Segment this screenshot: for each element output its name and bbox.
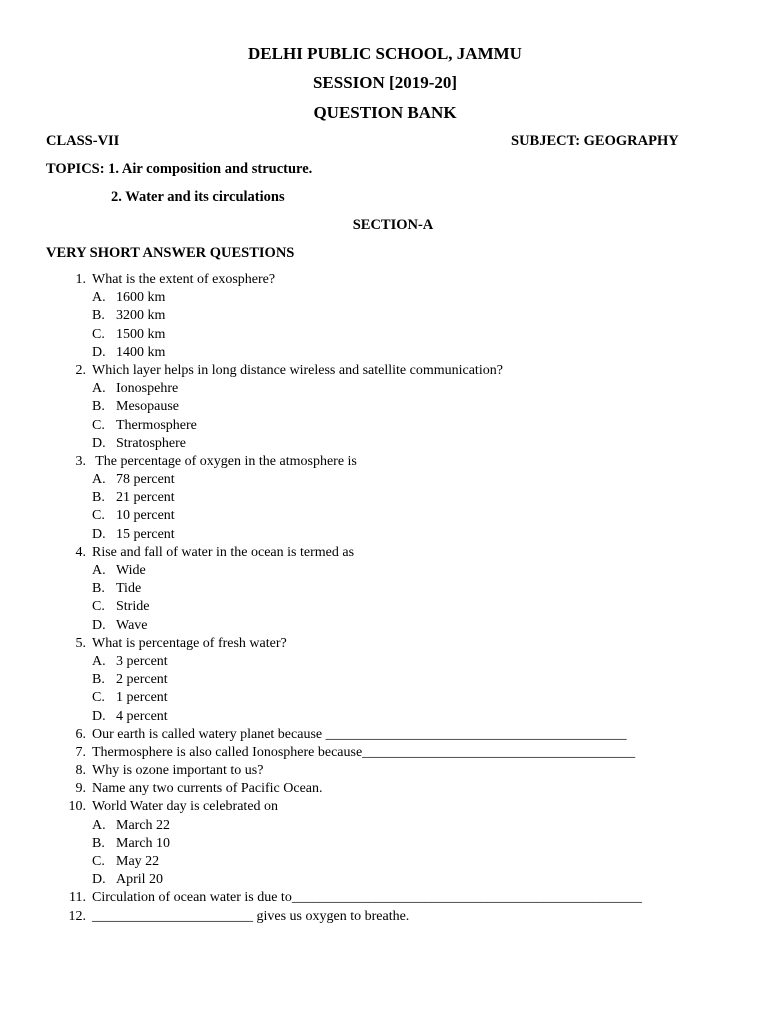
question-item xyxy=(46,635,736,653)
section-heading: SECTION-A xyxy=(352,217,434,233)
question-item xyxy=(46,798,736,816)
question-number: 6. xyxy=(75,726,86,742)
option-letter: D. xyxy=(92,872,106,888)
question-number: 11. xyxy=(69,890,86,906)
question-number: 4. xyxy=(75,544,86,560)
option-text: Stratosphere xyxy=(116,435,186,451)
answer-option xyxy=(46,689,736,707)
option-letter: C. xyxy=(92,508,105,524)
option-letter: A. xyxy=(92,653,106,669)
option-letter: A. xyxy=(92,563,106,578)
question-text: Rise and fall of water in the ocean is termed as xyxy=(92,544,355,560)
answer-option xyxy=(46,307,736,325)
question-item xyxy=(46,762,736,780)
answer-option xyxy=(46,835,736,853)
question-number: 8. xyxy=(75,763,86,779)
answer-option xyxy=(46,489,736,507)
question-item xyxy=(46,726,736,744)
answer-option xyxy=(46,853,736,871)
topic-1: TOPICS: 1. Air composition and structure. xyxy=(46,161,313,177)
question-number: 7. xyxy=(75,744,86,760)
option-letter: C. xyxy=(92,854,105,869)
answer-option xyxy=(46,417,736,435)
answer-option xyxy=(46,871,736,889)
question-item xyxy=(46,362,736,380)
option-text: 1500 km xyxy=(116,326,166,342)
option-text: Thermosphere xyxy=(116,417,197,433)
question-text: World Water day is celebrated on xyxy=(92,799,279,815)
option-letter: C. xyxy=(92,690,105,706)
option-letter: B. xyxy=(92,672,105,688)
option-text: 1 percent xyxy=(116,690,168,706)
subject-label: SUBJECT: GEOGRAPHY xyxy=(511,133,679,149)
answer-option xyxy=(46,653,736,671)
document-title: QUESTION BANK xyxy=(313,103,457,122)
option-letter: A. xyxy=(92,381,106,397)
class-label: CLASS-VII xyxy=(46,133,120,149)
question-number: 3. xyxy=(75,453,86,469)
question-text: Circulation of ocean water is due to__________________________________________________ xyxy=(92,890,642,906)
question-number: 1. xyxy=(75,272,86,287)
answer-option xyxy=(46,398,736,416)
option-text: Stride xyxy=(116,599,150,615)
answer-option xyxy=(46,289,736,307)
question-number: 2. xyxy=(75,362,86,378)
option-text: 1600 km xyxy=(116,290,166,306)
option-letter: B. xyxy=(92,399,105,415)
option-text: 15 percent xyxy=(116,526,175,542)
question-text: What is percentage of fresh water? xyxy=(92,635,287,651)
question-type-heading: VERY SHORT ANSWER QUESTIONS xyxy=(46,245,295,261)
answer-option xyxy=(46,326,736,344)
option-text: Wave xyxy=(116,617,148,633)
question-text: The percentage of oxygen in the atmosphere is xyxy=(92,453,357,469)
option-letter: D. xyxy=(92,617,106,633)
option-text: Wide xyxy=(116,563,146,578)
option-text: 3200 km xyxy=(116,308,166,324)
answer-option xyxy=(46,617,736,635)
question-number: 9. xyxy=(75,781,86,797)
question-text: Thermosphere is also called Ionosphere because_______________________________________ xyxy=(92,744,636,760)
answer-option xyxy=(46,526,736,544)
option-letter: D. xyxy=(92,344,106,360)
topic-2: 2. Water and its circulations xyxy=(111,189,285,205)
answer-option xyxy=(46,708,736,726)
option-text: Ionospehre xyxy=(116,381,179,397)
option-text: 78 percent xyxy=(116,472,175,488)
answer-option xyxy=(46,471,736,489)
question-text: Name any two currents of Pacific Ocean. xyxy=(92,781,323,797)
question-number: 5. xyxy=(75,635,86,651)
answer-option xyxy=(46,598,736,616)
answer-option xyxy=(46,380,736,398)
question-text: Our earth is called watery planet because ___________________________________________ xyxy=(92,726,627,742)
option-letter: D. xyxy=(92,526,106,542)
question-text: What is the extent of exosphere? xyxy=(92,272,276,287)
school-name: DELHI PUBLIC SCHOOL, JAMMU xyxy=(248,44,522,63)
question-text: _______________________ gives us oxygen to breathe. xyxy=(92,908,410,924)
option-letter: A. xyxy=(92,817,106,833)
question-item xyxy=(46,544,736,562)
question-number: 10. xyxy=(68,799,86,815)
question-item xyxy=(46,780,736,798)
answer-option xyxy=(46,507,736,525)
answer-option xyxy=(46,344,736,362)
option-text: May 22 xyxy=(116,854,160,869)
option-text: April 20 xyxy=(116,872,164,888)
answer-option xyxy=(46,671,736,689)
answer-option xyxy=(46,580,736,598)
option-letter: B. xyxy=(92,835,105,851)
option-letter: D. xyxy=(92,708,106,724)
option-letter: C. xyxy=(92,599,105,615)
option-letter: A. xyxy=(92,290,106,306)
option-text: 4 percent xyxy=(116,708,168,724)
answer-option xyxy=(46,435,736,453)
question-item xyxy=(46,453,736,471)
option-text: Tide xyxy=(116,581,142,597)
answer-option xyxy=(46,817,736,835)
option-letter: D. xyxy=(92,435,106,451)
option-text: March 22 xyxy=(116,817,171,833)
option-letter: A. xyxy=(92,472,106,488)
option-text: March 10 xyxy=(116,835,171,851)
question-item xyxy=(46,271,736,289)
option-text: 21 percent xyxy=(116,490,175,506)
question-text: Why is ozone important to us? xyxy=(92,763,264,779)
option-text: 3 percent xyxy=(116,653,168,669)
question-list xyxy=(46,271,736,926)
session-title: SESSION [2019-20] xyxy=(312,73,458,92)
option-text: Mesopause xyxy=(116,399,179,415)
answer-option xyxy=(46,562,736,580)
option-text: 10 percent xyxy=(116,508,175,524)
option-letter: B. xyxy=(92,308,105,324)
option-letter: B. xyxy=(92,490,105,506)
option-text: 2 percent xyxy=(116,672,168,688)
question-number: 12. xyxy=(68,908,86,924)
option-letter: C. xyxy=(92,417,105,433)
option-letter: C. xyxy=(92,326,105,342)
question-text: Which layer helps in long distance wireless and satellite communication? xyxy=(92,362,503,378)
option-letter: B. xyxy=(92,581,105,597)
question-item xyxy=(46,908,736,926)
option-text: 1400 km xyxy=(116,344,166,360)
question-item xyxy=(46,744,736,762)
question-item xyxy=(46,889,736,907)
